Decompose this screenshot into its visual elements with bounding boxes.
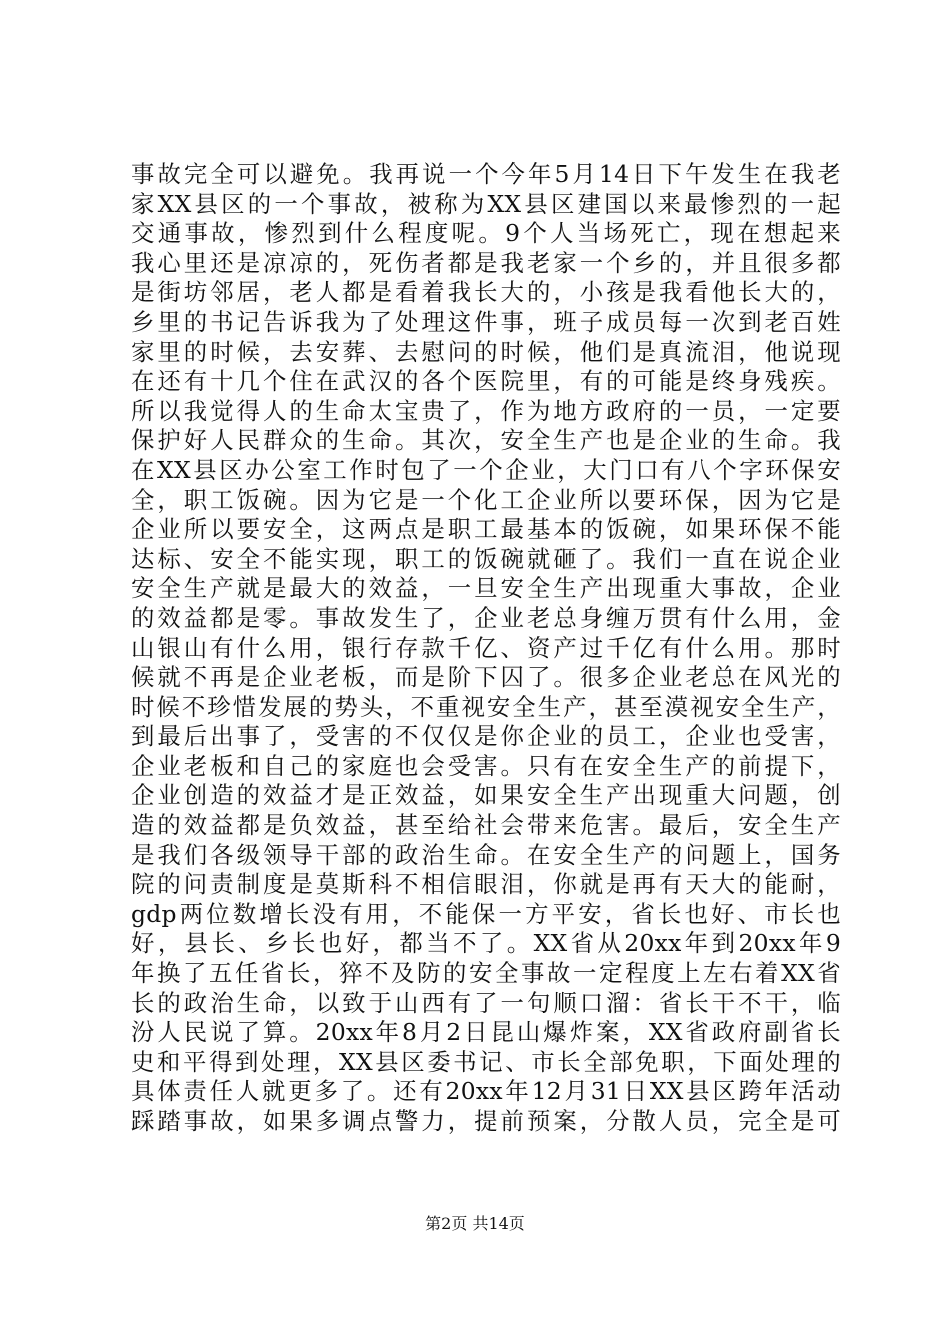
text-line: 史和平得到处理，XX县区委书记、市长全部免职，下面处理的 — [131, 1047, 841, 1076]
text-line: 所以我觉得人的生命太宝贵了，作为地方政府的一员，一定要 — [131, 396, 841, 425]
text-line: 全，职工饭碗。因为它是一个化工企业所以要环保，因为它是 — [131, 485, 841, 514]
text-line: 企业所以要安全，这两点是职工最基本的饭碗，如果环保不能 — [131, 515, 841, 544]
page-number-footer: 第2页 共14页 — [425, 1214, 525, 1233]
text-line: 候就不再是企业老板，而是阶下囚了。很多企业老总在风光的 — [131, 663, 841, 692]
text-line: 安全生产就是最大的效益，一旦安全生产出现重大事故，企业 — [131, 574, 841, 603]
text-line: 企业创造的效益才是正效益，如果安全生产出现重大问题，创 — [131, 781, 841, 810]
text-line: 山银山有什么用，银行存款千亿、资产过千亿有什么用。那时 — [131, 633, 841, 662]
text-line: 企业老板和自己的家庭也会受害。只有在安全生产的前提下， — [131, 751, 841, 780]
text-line: 是我们各级领导干部的政治生命。在安全生产的问题上，国务 — [131, 840, 841, 869]
text-line: 院的问责制度是莫斯科不相信眼泪，你就是再有天大的能耐， — [131, 870, 841, 899]
text-line: 到最后出事了，受害的不仅仅是你企业的员工，企业也受害， — [131, 722, 841, 751]
text-line: 造的效益都是负效益，甚至给社会带来危害。最后，安全生产 — [131, 811, 841, 840]
text-line: 家里的时候，去安葬、去慰问的时候，他们是真流泪，他说现 — [131, 337, 841, 366]
text-line: 长的政治生命，以致于山西有了一句顺口溜：省长干不干，临 — [131, 988, 841, 1017]
text-line: 汾人民说了算。20xx年8月2日昆山爆炸案，XX省政府副省长 — [131, 1018, 841, 1047]
text-line: gdp两位数增长没有用，不能保一方平安，省长也好、市长也 — [131, 899, 841, 928]
text-line: 的效益都是零。事故发生了，企业老总身缠万贯有什么用，金 — [131, 603, 841, 632]
text-line: 年换了五任省长，猝不及防的安全事故一定程度上左右着XX省 — [131, 959, 841, 988]
text-line: 家XX县区的一个事故，被称为XX县区建国以来最惨烈的一起 — [131, 189, 841, 218]
text-line: 时候不珍惜发展的势头，不重视安全生产，甚至漠视安全生产， — [131, 692, 841, 721]
text-line: 我心里还是凉凉的，死伤者都是我老家一个乡的，并且很多都 — [131, 248, 841, 277]
text-line: 在还有十几个住在武汉的各个医院里，有的可能是终身残疾。 — [131, 367, 841, 396]
text-line: 是街坊邻居，老人都是看着我长大的，小孩是我看他长大的， — [131, 278, 841, 307]
text-line: 在XX县区办公室工作时包了一个企业，大门口有八个字环保安 — [131, 455, 841, 484]
text-line: 具体责任人就更多了。还有20xx年12月31日XX县区跨年活动 — [131, 1077, 841, 1106]
text-line: 好，县长、乡长也好，都当不了。XX省从20xx年到20xx年9 — [131, 929, 841, 958]
body-paragraph — [131, 160, 841, 1137]
text-line: 保护好人民群众的生命。其次，安全生产也是企业的生命。我 — [131, 426, 841, 455]
text-line: 乡里的书记告诉我为了处理这件事，班子成员每一次到老百姓 — [131, 307, 841, 336]
text-line: 达标、安全不能实现，职工的饭碗就砸了。我们一直在说企业 — [131, 544, 841, 573]
text-line: 事故完全可以避免。我再说一个今年5月14日下午发生在我老 — [131, 160, 841, 188]
text-line: 踩踏事故，如果多调点警力，提前预案，分散人员，完全是可 — [131, 1107, 841, 1135]
text-line: 交通事故，惨烈到什么程度呢。9个人当场死亡，现在想起来 — [131, 219, 841, 248]
